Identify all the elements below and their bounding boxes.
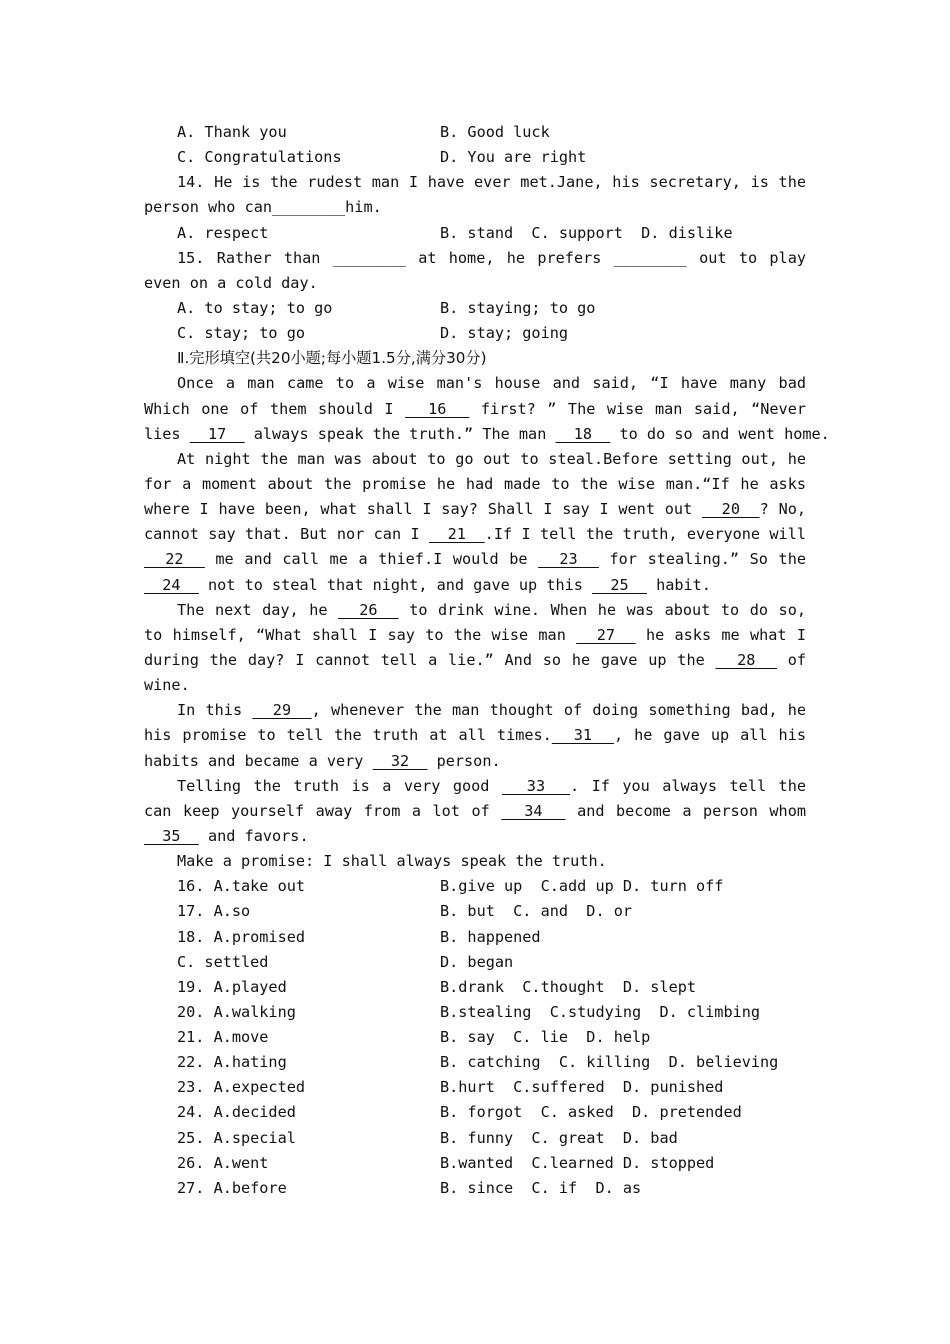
cloze-blank: 31	[551, 726, 614, 745]
choice-left: C. settled	[177, 952, 269, 971]
passage-text: for stealing.” So the	[609, 550, 806, 569]
choice-right: B.stealing C.studying D. climbing	[440, 1002, 761, 1021]
passage-text: not to steal that night, and gave up this	[198, 575, 593, 594]
passage-text: and favors.	[198, 826, 309, 845]
passage-text: wine.	[144, 676, 190, 695]
passage-line	[144, 397, 806, 422]
passage-line	[144, 774, 806, 799]
cloze-blank: 29	[252, 701, 312, 720]
choice-row	[144, 1050, 806, 1075]
passage-text: can keep yourself away from a lot of	[144, 801, 502, 820]
passage-text: he asks me what I	[645, 625, 806, 644]
q13-options-row-1	[144, 120, 806, 145]
choice-left: 22. A.hating	[177, 1053, 287, 1072]
passage-line	[144, 698, 806, 723]
question-14-stem-cont: person who can________him.	[144, 198, 382, 217]
passage-text: to drink wine. When he was about to do so,	[409, 600, 806, 619]
passage-line	[144, 749, 806, 774]
passage-text: to himself, “What shall I say to the wise man	[144, 625, 577, 644]
passage-text: The next day, he	[177, 600, 339, 619]
question-14-options	[144, 221, 806, 246]
choice-right: B. but C. and D. or	[440, 902, 633, 921]
cloze-blank: 25	[592, 575, 647, 594]
passage-line	[144, 849, 806, 874]
cloze-blank: 24	[144, 575, 199, 594]
passage-text: habit.	[646, 575, 711, 594]
cloze-blank: 18	[555, 424, 611, 443]
passage-line	[144, 447, 806, 472]
choice-right: B. since C. if D. as	[440, 1178, 642, 1197]
cloze-blank: 16	[405, 399, 470, 418]
choice-left: 23. A.expected	[177, 1078, 306, 1097]
passage-line	[144, 371, 806, 396]
passage-text: to do so and went home.	[610, 424, 830, 443]
passage-text: In this	[177, 701, 253, 720]
question-15-stem: 15. Rather than ________ at home, he prefers ________ out to play	[177, 248, 806, 267]
choice-left: 26. A.went	[177, 1153, 269, 1172]
document-page	[144, 120, 830, 1201]
cloze-blank: 35	[144, 826, 199, 845]
passage-text: Which one of them should I	[144, 399, 406, 418]
choice-left: 24. A.decided	[177, 1103, 296, 1122]
cloze-blank: 23	[538, 550, 599, 569]
choice-row	[144, 1100, 806, 1125]
passage-line	[144, 522, 806, 547]
passage-text: during the day? I cannot tell a lie.” And so he gave up the	[144, 650, 716, 669]
choice-right: B.give up C.add up D. turn off	[440, 877, 724, 896]
passage-text: habits and became a very	[144, 751, 373, 770]
choice-right: D. began	[440, 952, 514, 971]
choice-left: 21. A.move	[177, 1028, 269, 1047]
choice-row	[144, 925, 806, 950]
passage-text: .If I tell the truth, everyone will	[484, 525, 806, 544]
option-b: B. staying; to go	[440, 298, 596, 317]
section-title: Ⅱ.完形填空(共20小题;每小题1.5分,满分30分)	[177, 349, 487, 368]
cloze-blank: 26	[338, 600, 399, 619]
option-c: C. Congratulations	[177, 148, 342, 167]
passage-text: Once a man came to a wise man's house and said, “I have many bad	[177, 374, 806, 393]
question-15-stem-cont: even on a cold day.	[144, 273, 318, 292]
cloze-blank: 20	[702, 500, 760, 519]
choice-row	[144, 899, 806, 924]
cloze-blank: 34	[501, 801, 566, 820]
cloze-passage	[144, 371, 830, 874]
passage-text: At night the man was about to go out to steal.Before setting out, he	[177, 449, 806, 468]
choice-left: 27. A.before	[177, 1178, 287, 1197]
option-a: A. respect	[177, 223, 269, 242]
passage-line	[144, 673, 806, 698]
question-15-options-2	[144, 321, 806, 346]
passage-text: always speak the truth.” The man	[244, 424, 556, 443]
choice-row	[144, 1126, 806, 1151]
passage-line	[144, 598, 806, 623]
choice-row	[144, 1025, 806, 1050]
cloze-blank: 32	[372, 751, 428, 770]
passage-text: . If you always tell the	[570, 776, 806, 795]
choice-row	[144, 1151, 806, 1176]
passage-text: ? No,	[759, 500, 806, 519]
choice-left: 19. A.played	[177, 977, 287, 996]
option-a: A. to stay; to go	[177, 298, 333, 317]
question-14-stem: 14. He is the rudest man I have ever met.Jane, his secretary, is the	[177, 173, 806, 192]
choice-row	[144, 874, 806, 899]
passage-line	[144, 497, 806, 522]
choice-left: 16. A.take out	[177, 877, 306, 896]
choice-row	[144, 950, 806, 975]
passage-text: where I have been, what shall I say? Shall I say I went out	[144, 500, 703, 519]
choice-row	[144, 975, 806, 1000]
q13-options-row-2	[144, 145, 806, 170]
option-d: D. You are right	[440, 148, 587, 167]
choice-right: B. funny C. great D. bad	[440, 1128, 678, 1147]
option-a: A. Thank you	[177, 123, 287, 141]
passage-text: person.	[427, 751, 501, 770]
passage-text: of	[787, 650, 806, 669]
passage-text: cannot say that. But nor can I	[144, 525, 429, 544]
passage-text: his promise to tell the truth at all times.	[144, 726, 552, 745]
passage-text: , he gave up all his	[613, 726, 806, 745]
cloze-blank: 27	[576, 625, 636, 644]
option-b: B. Good luck	[440, 123, 550, 141]
choice-row	[144, 1176, 806, 1201]
passage-text: me and call me a thief.I would be	[204, 550, 539, 569]
passage-text: Make a promise: I shall always speak the truth.	[177, 852, 607, 871]
cloze-blank: 28	[715, 650, 777, 669]
cloze-blank: 22	[144, 550, 205, 569]
passage-line	[144, 824, 806, 849]
option-d: D. stay; going	[440, 324, 569, 343]
passage-text: first? ” The wise man said, “Never	[480, 399, 806, 418]
choice-row	[144, 1075, 806, 1100]
passage-text: , whenever the man thought of doing something bad, he	[311, 701, 806, 720]
choice-right: B. say C. lie D. help	[440, 1028, 651, 1047]
passage-line	[144, 422, 830, 447]
option-c: C. stay; to go	[177, 324, 306, 343]
choice-right: B.hurt C.suffered D. punished	[440, 1078, 724, 1097]
passage-line	[144, 573, 806, 598]
passage-text: and become a person whom	[577, 801, 806, 820]
question-15-options-1	[144, 296, 806, 321]
passage-text: Telling the truth is a very good	[177, 776, 502, 795]
choice-right: B. forgot C. asked D. pretended	[440, 1103, 742, 1122]
choice-right: B. happened	[440, 927, 541, 946]
choice-right: B.wanted C.learned D. stopped	[440, 1153, 715, 1172]
passage-line	[144, 648, 806, 673]
choice-right: B. catching C. killing D. believing	[440, 1053, 779, 1072]
cloze-blank: 17	[189, 424, 245, 443]
cloze-choices	[144, 874, 806, 1201]
passage-line	[144, 799, 806, 824]
choice-left: 17. A.so	[177, 902, 251, 921]
cloze-blank: 21	[428, 525, 485, 544]
passage-text: lies	[144, 424, 190, 443]
choice-right: B.drank C.thought D. slept	[440, 977, 697, 996]
choice-left: 18. A.promised	[177, 927, 306, 946]
passage-line	[144, 623, 806, 648]
passage-line	[144, 723, 806, 748]
choice-row	[144, 1000, 806, 1025]
passage-line	[144, 472, 806, 497]
options-bcd: B. stand C. support D. dislike	[440, 223, 733, 242]
passage-text: for a moment about the promise he had made to the wise man.“If he asks	[144, 474, 806, 493]
choice-left: 25. A.special	[177, 1128, 296, 1147]
cloze-blank: 33	[501, 776, 570, 795]
choice-left: 20. A.walking	[177, 1002, 296, 1021]
passage-line	[144, 547, 806, 572]
